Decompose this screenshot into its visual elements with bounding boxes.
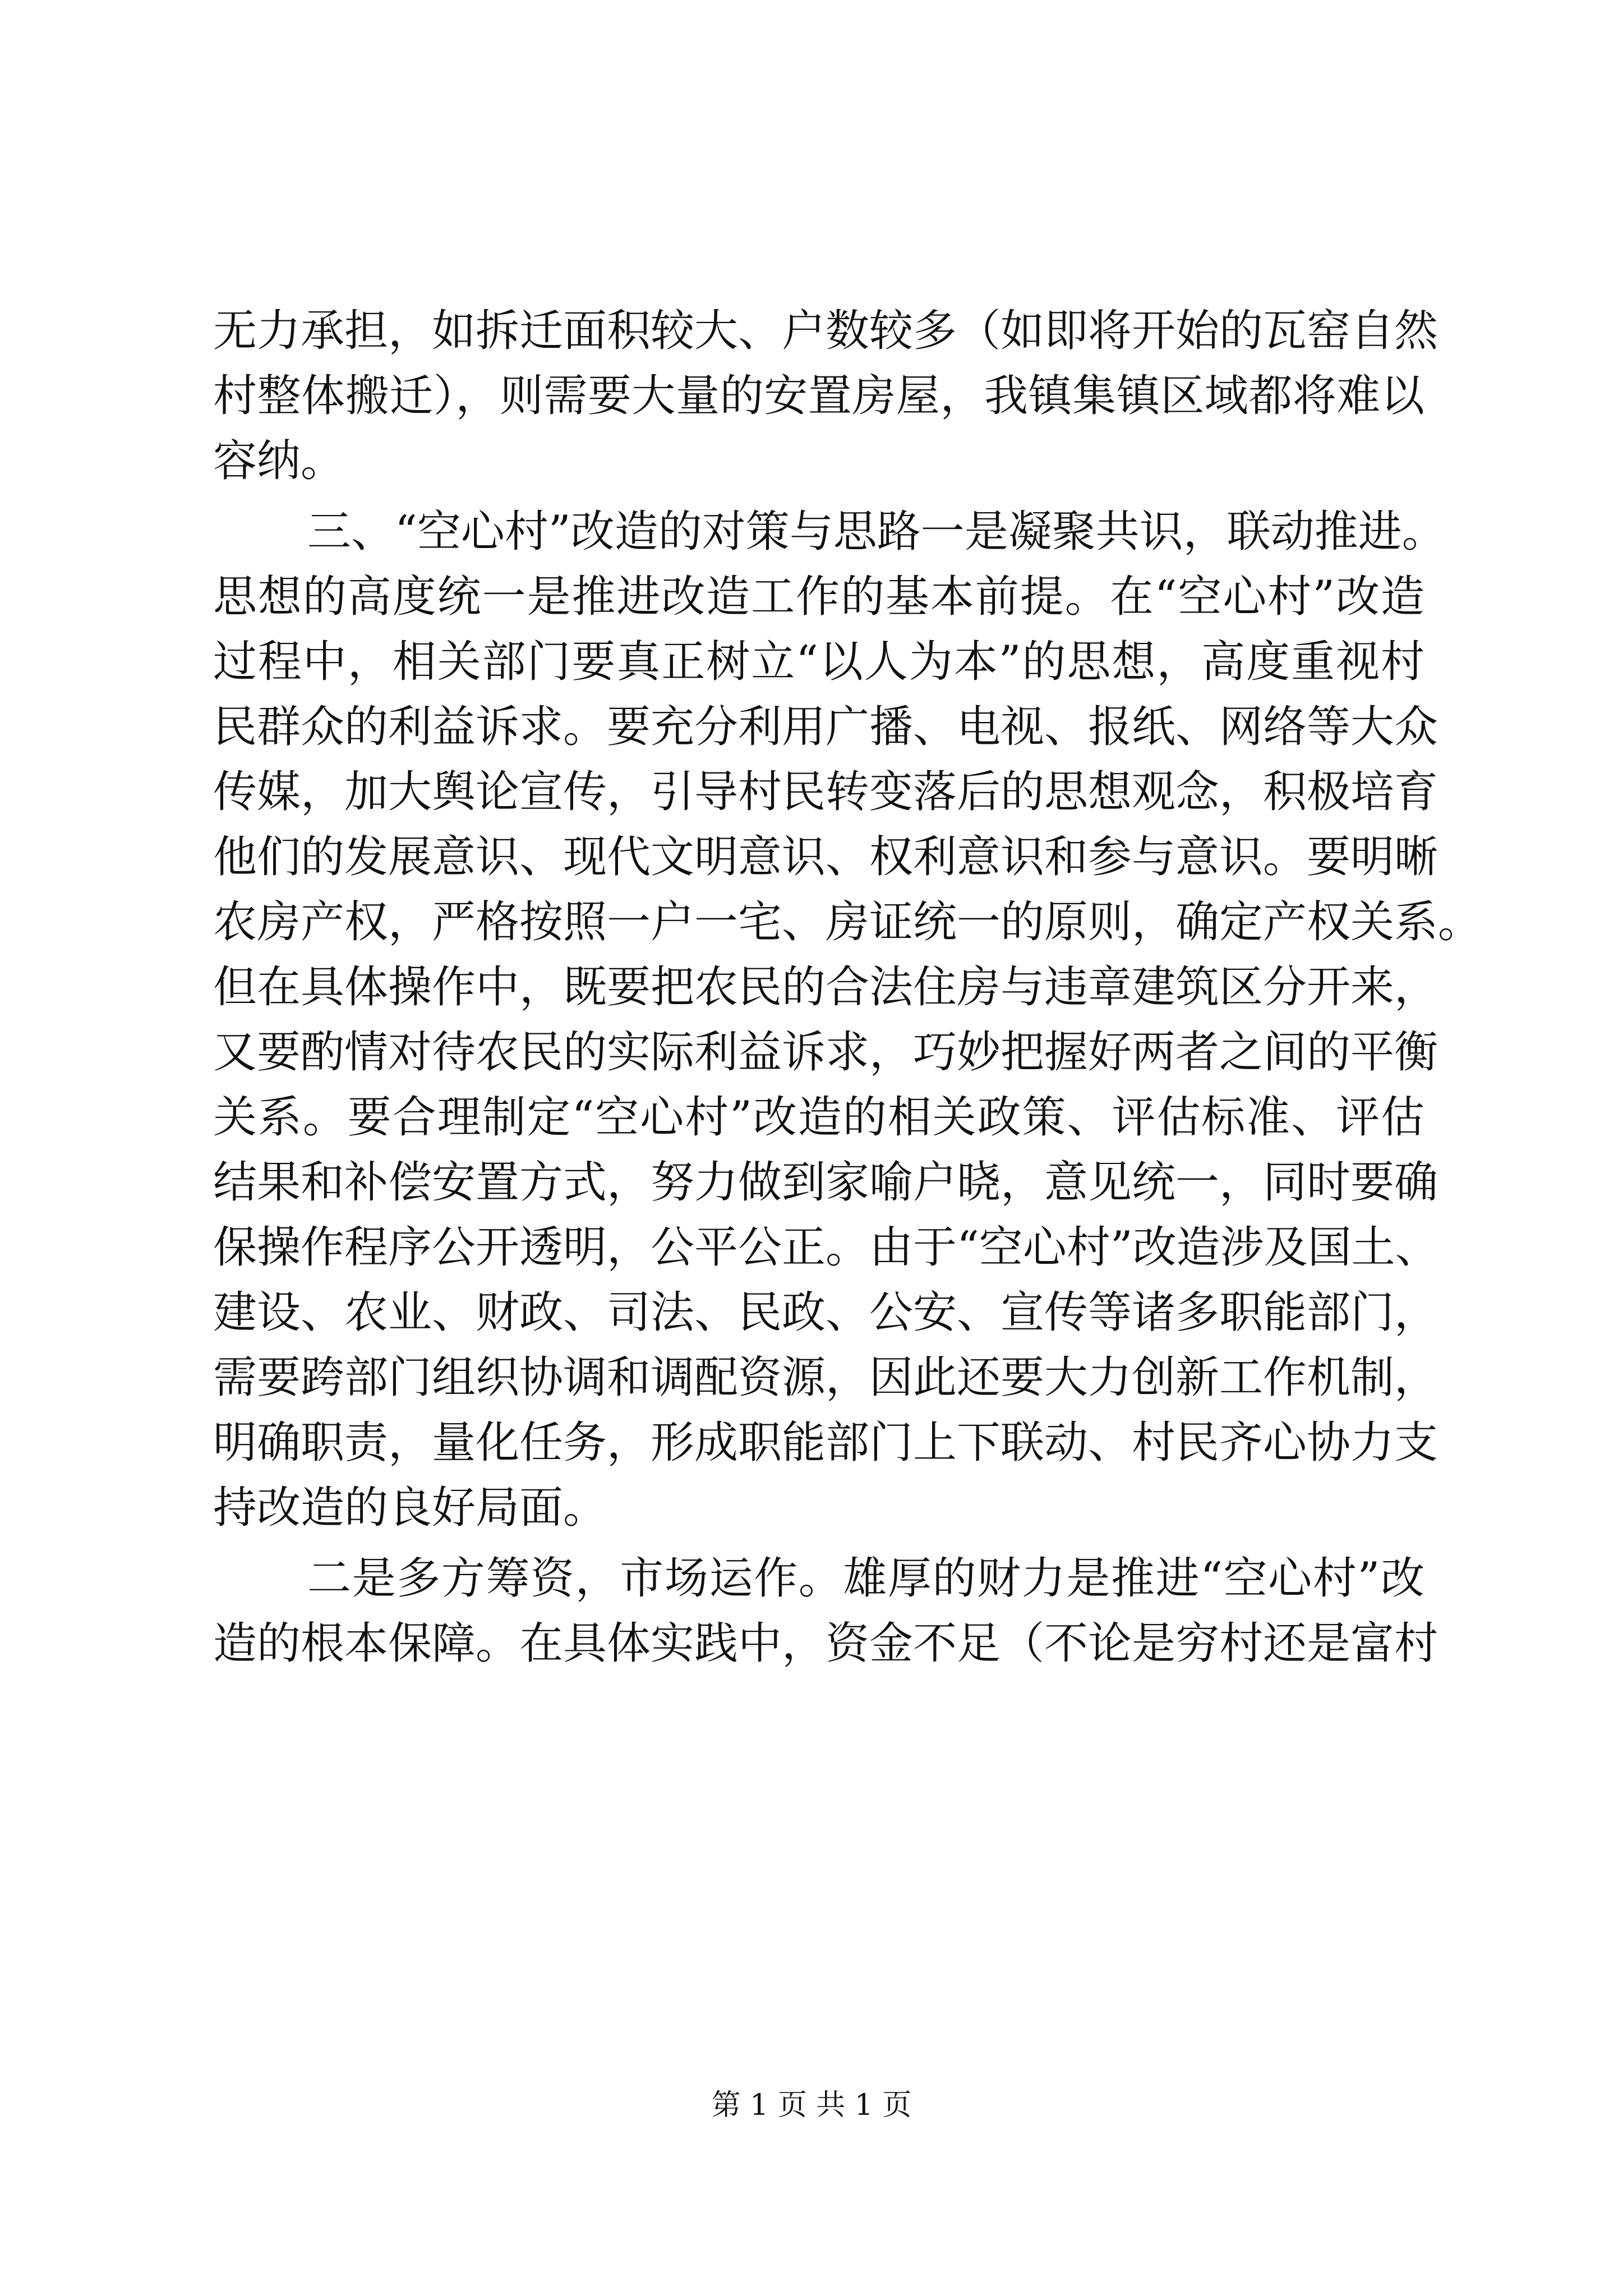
body-text-line: 建设、农业、财政、司法、民政、公安、宣传等诸多职能部门， [213, 1287, 1438, 1338]
body-text-line: 明确职责，量化任务，形成职能部门上下联动、村民齐心协力支 [213, 1418, 1438, 1468]
body-text-line: 无力承担，如拆迁面积较大、户数较多（如即将开始的瓦窑自然 [213, 306, 1438, 356]
body-text-line: 但在具体操作中，既要把农民的合法住房与违章建筑区分开来， [213, 962, 1438, 1013]
body-text-line: 民群众的利益诉求。要充分利用广播、电视、报纸、网络等大众 [213, 702, 1438, 752]
page-footer: 第 1 页 共 1 页 [711, 2088, 912, 2122]
section-heading-line: 三、“空心村”改造的对策与思路一是凝聚共识，联动推进。 [307, 507, 1446, 557]
body-text-line: 保操作程序公开透明，公平公正。由于“空心村”改造涉及国土、 [213, 1222, 1439, 1273]
body-text-line: 二是多方筹资，市场运作。雄厚的财力是推进“空心村”改 [307, 1553, 1424, 1604]
body-text-line: 他们的发展意识、现代文明意识、权利意识和参与意识。要明晰 [213, 832, 1438, 882]
body-text-line: 结果和补偿安置方式，努力做到家喻户晓，意见统一，同时要确 [213, 1157, 1438, 1208]
body-text-line: 需要跨部门组织协调和调配资源，因此还要大力创新工作机制， [213, 1352, 1438, 1403]
body-text-line: 过程中，相关部门要真正树立“以人为本”的思想，高度重视村 [213, 637, 1424, 687]
body-text-line: 思想的高度统一是推进改造工作的基本前提。在“空心村”改造 [213, 572, 1424, 622]
body-text-line: 持改造的良好局面。 [213, 1483, 607, 1533]
body-text-line: 又要酌情对待农民的实际利益诉求，巧妙把握好两者之间的平衡 [213, 1027, 1438, 1078]
body-text-line: 关系。要合理制定“空心村”改造的相关政策、评估标准、评估 [213, 1092, 1424, 1143]
body-text-line: 村整体搬迁），则需要大量的安置房屋，我镇集镇区域都将难以 [213, 371, 1424, 421]
body-text-line: 造的根本保障。在具体实践中，资金不足（不论是穷村还是富村 [213, 1618, 1438, 1669]
body-text-line: 容纳。 [213, 436, 345, 486]
body-text-line: 传媒，加大舆论宣传，引导村民转变落后的思想观念，积极培育 [213, 767, 1438, 817]
body-text-line: 农房产权，严格按照一户一宅、房证统一的原则，确定产权关系。 [213, 897, 1482, 947]
